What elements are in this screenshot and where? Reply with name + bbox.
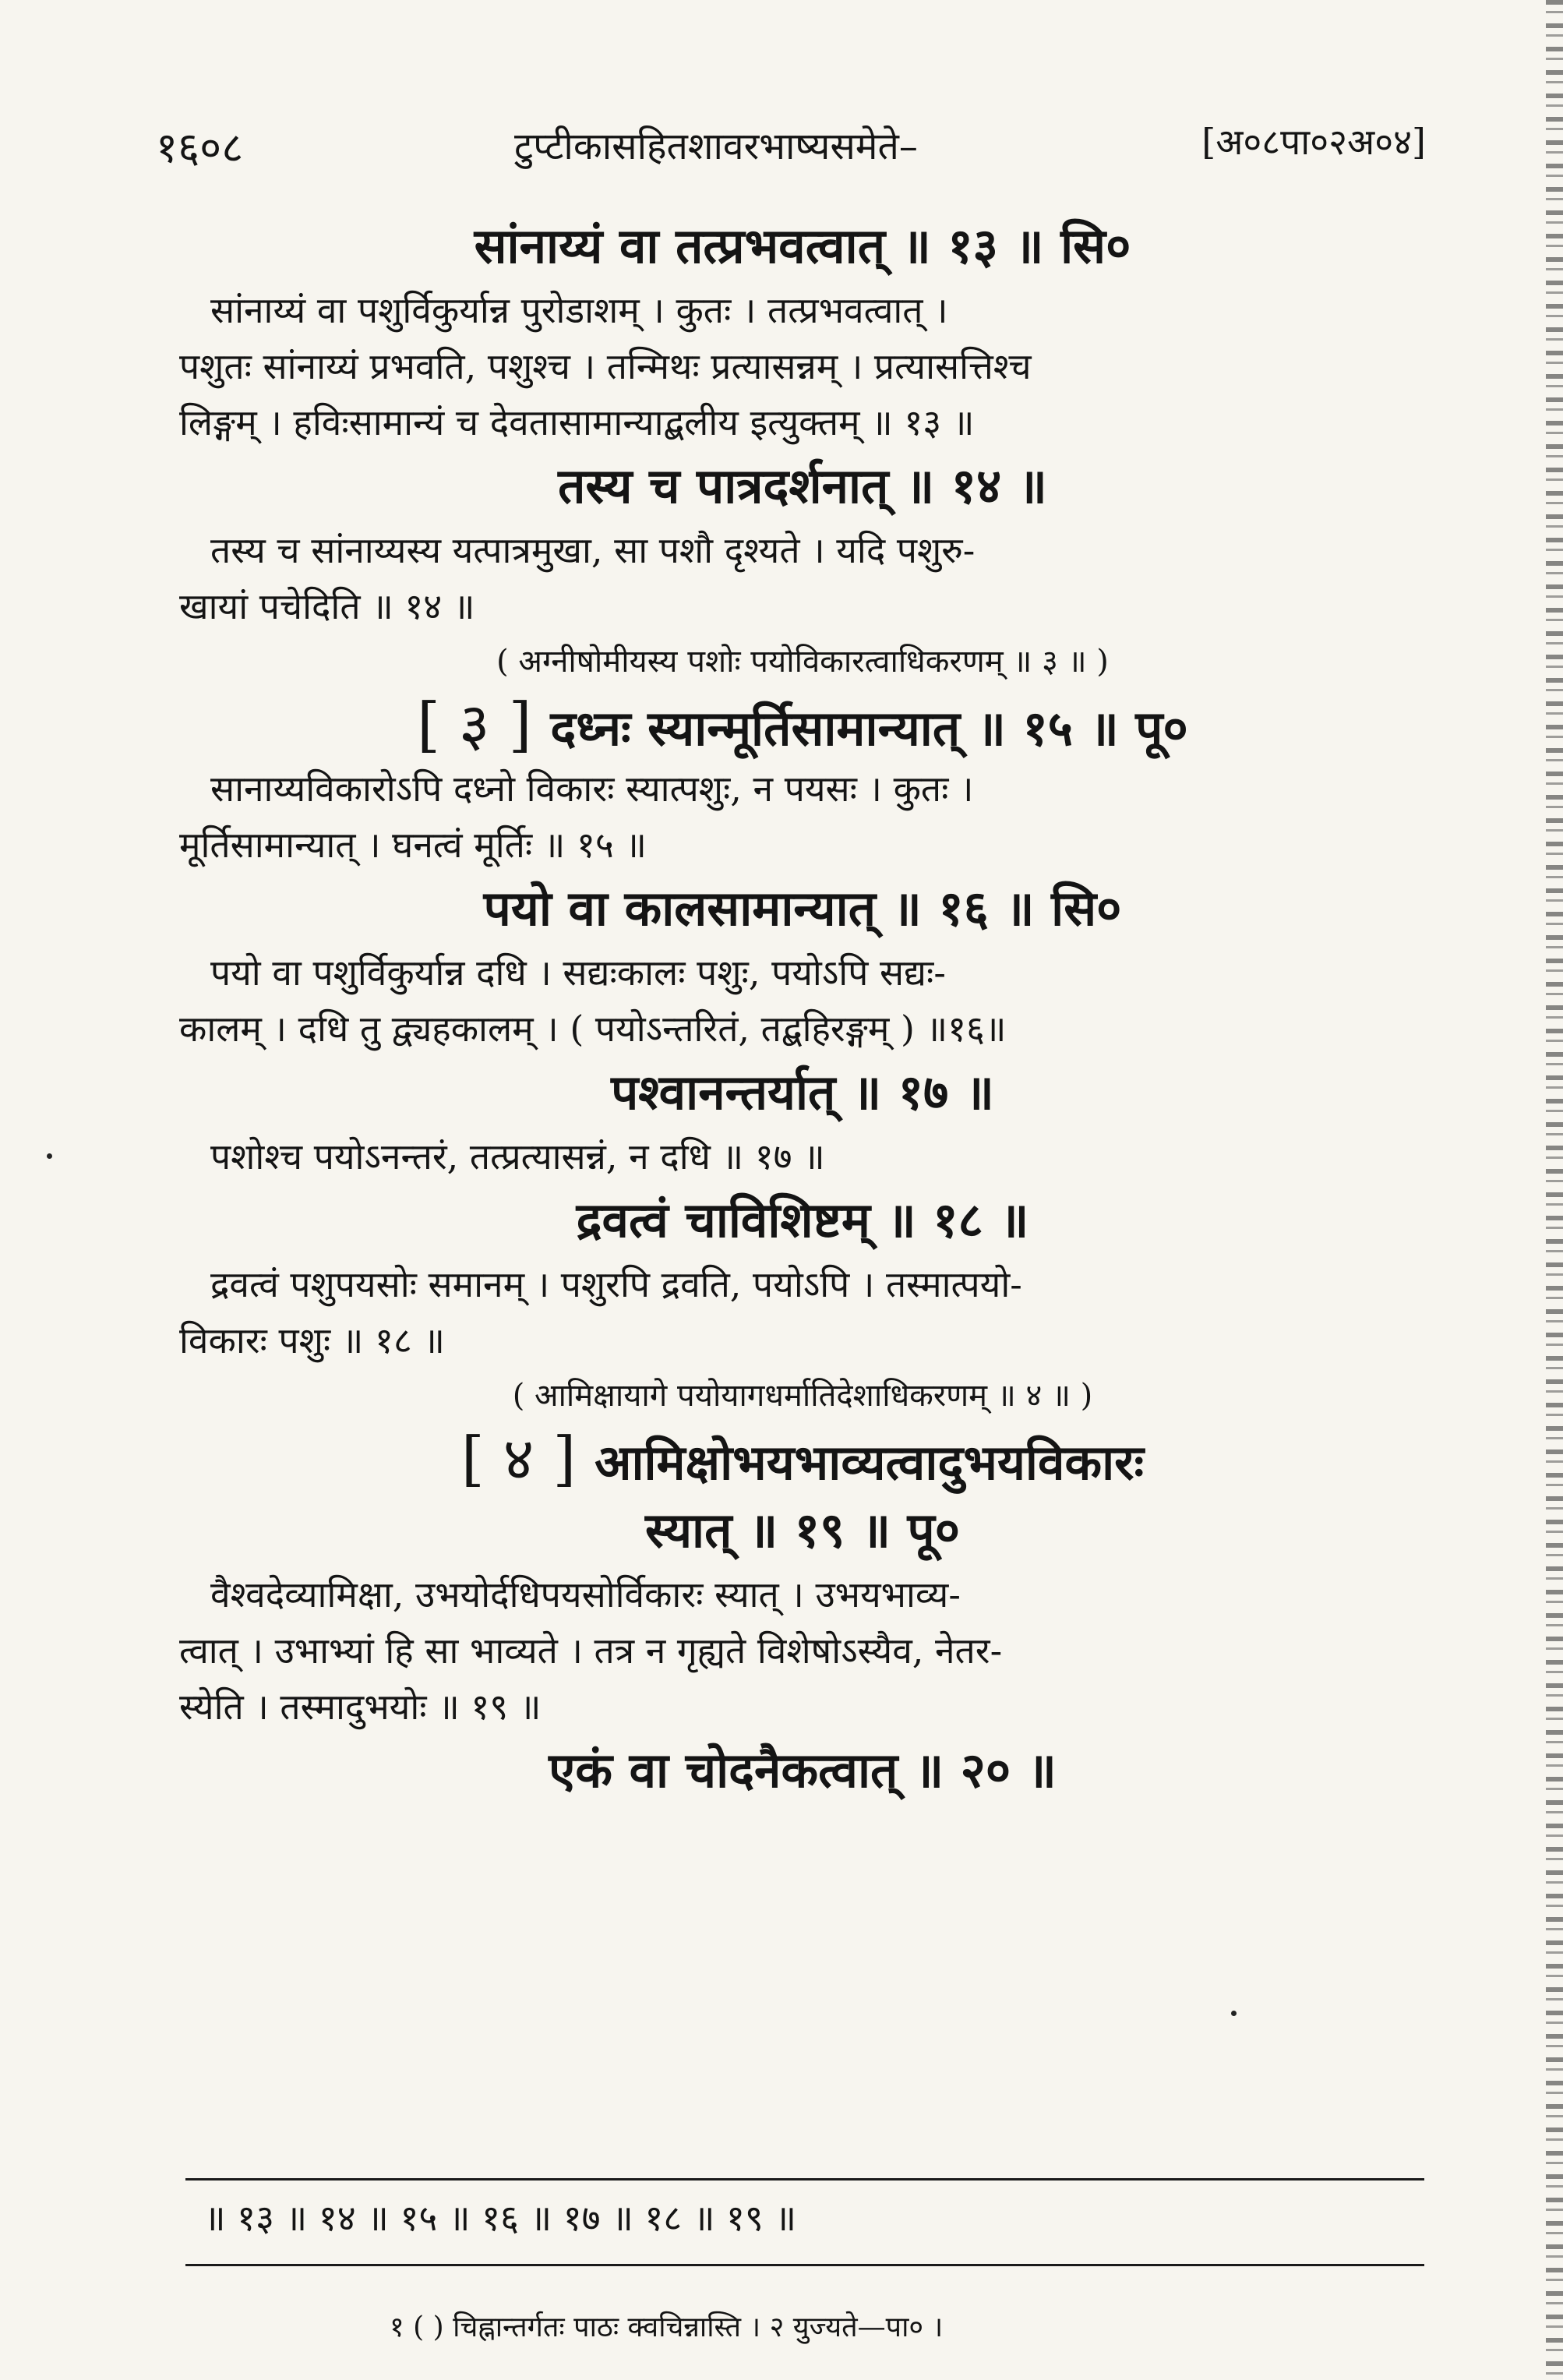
- commentary-line: लिङ्गम् । हविःसामान्यं च देवतासामान्याद्बलीय इत्युक्तम् ॥ १३ ॥: [179, 401, 975, 443]
- speck: [1231, 2011, 1237, 2016]
- commentary-line: कालम् । दधि तु द्व्यहकालम् । ( पयोऽन्तरितं, तद्बहिरङ्गम् ) ॥१६॥: [179, 1008, 1007, 1050]
- sutra-text: आमिक्षोभयभाव्यत्वादुभयविकारः: [595, 1434, 1145, 1491]
- sutra-line: तस्य च पात्रदर्शनात् ॥ १४ ॥: [558, 457, 1047, 514]
- commentary-line: पशुतः सांनाय्यं प्रभवति, पशुश्च । तन्मिथः प्रत्यासन्नम् । प्रत्यासत्तिश्च: [179, 345, 1032, 387]
- page-body: [179, 210, 1426, 1806]
- adhikarana-heading: ( आमिक्षायागे पयोयागधर्मातिदेशाधिकरणम् ॥ ४ ॥ ): [512, 1378, 1093, 1414]
- sutra-line: पश्वानन्तर्यात् ॥ १७ ॥: [611, 1064, 994, 1121]
- footer-rule-bottom: [185, 2264, 1424, 2266]
- commentary-line: वैश्वदेव्यामिक्षा, उभयोर्दधिपयसोर्विकारः स्यात् । उभयभाव्य-: [210, 1573, 961, 1616]
- sutra-line: एकं वा चोदनैकत्वात् ॥ २० ॥: [549, 1742, 1057, 1799]
- section-reference: [अ०८पा०२अ०४]: [1201, 121, 1426, 163]
- footnote: १ ( ) चिह्नान्तर्गतः पाठः क्वचिन्नास्ति । २ युज्यते—पा० ।: [390, 2311, 944, 2343]
- sutra-line: [179, 689, 1426, 761]
- sutra-line: सांनाय्यं वा तत्प्रभवत्वात् ॥ १३ ॥ सि०: [474, 217, 1131, 274]
- adhikarana-heading: ( अग्नीषोमीयस्य पशोः पयोविकारत्वाधिकरणम् ॥ ३ ॥ ): [496, 644, 1109, 680]
- commentary-line: द्रवत्वं पशुपयसोः समानम् । पशुरपि द्रवति, पयोऽपि । तस्मात्पयो-: [210, 1263, 1022, 1305]
- sutra-line: स्यात् ॥ १९ ॥ पू०: [644, 1502, 961, 1559]
- commentary-line: पशोश्च पयोऽनन्तरं, तत्प्रत्यासन्नं, न दधि ॥ १७ ॥: [210, 1135, 825, 1178]
- sutra-number-line: ॥ १३ ॥ १४ ॥ १५ ॥ १६ ॥ १७ ॥ १८ ॥ १९ ॥: [204, 2197, 797, 2239]
- commentary-line: मूर्तिसामान्यात् । घनत्वं मूर्तिः ॥ १५ ॥: [179, 824, 647, 866]
- sutra-text: दध्नः स्यान्मूर्तिसामान्यात् ॥ १५ ॥ पू०: [550, 700, 1188, 757]
- speck: [47, 1153, 52, 1159]
- footer-rule-top: [185, 2178, 1424, 2180]
- sutra-line: पयो वा कालसामान्यात् ॥ १६ ॥ सि०: [483, 880, 1122, 937]
- commentary-line: स्येति । तस्मादुभयोः ॥ १९ ॥: [179, 1686, 542, 1728]
- sutra-line: [179, 1423, 1426, 1495]
- sutra-line: द्रवत्वं चाविशिष्टम् ॥ १८ ॥: [576, 1192, 1029, 1248]
- adhikarana-number: [ ३ ]: [417, 690, 532, 759]
- page-number: १६०८: [156, 123, 244, 172]
- running-title: टुप्टीकासहितशावरभाष्यसमेते–: [514, 125, 918, 168]
- commentary-line: तस्य च सांनाय्यस्य यत्पात्रमुखा, सा पशौ दृश्यते । यदि पशुरु-: [210, 529, 976, 571]
- commentary-line: सांनाय्यं वा पशुर्विकुर्यान्न पुरोडाशम् । कुतः । तत्प्रभवत्वात् ।: [210, 289, 948, 331]
- page-header: [156, 117, 1426, 179]
- adhikarana-number: [ ४ ]: [460, 1424, 577, 1493]
- commentary-line: त्वात् । उभाभ्यां हि सा भाव्यते । तत्र न गृह्यते विशेषोऽस्यैव, नेतर-: [179, 1630, 1003, 1672]
- scan-edge: [1546, 0, 1563, 2380]
- commentary-line: खायां पचेदिति ॥ १४ ॥: [179, 585, 475, 627]
- commentary-line: विकारः पशुः ॥ १८ ॥: [179, 1319, 445, 1361]
- commentary-line: सानाय्यविकारोऽपि दध्नो विकारः स्यात्पशुः, न पयसः । कुतः ।: [210, 768, 974, 810]
- commentary-line: पयो वा पशुर्विकुर्यान्न दधि । सद्यःकालः पशुः, पयोऽपि सद्यः-: [210, 952, 946, 994]
